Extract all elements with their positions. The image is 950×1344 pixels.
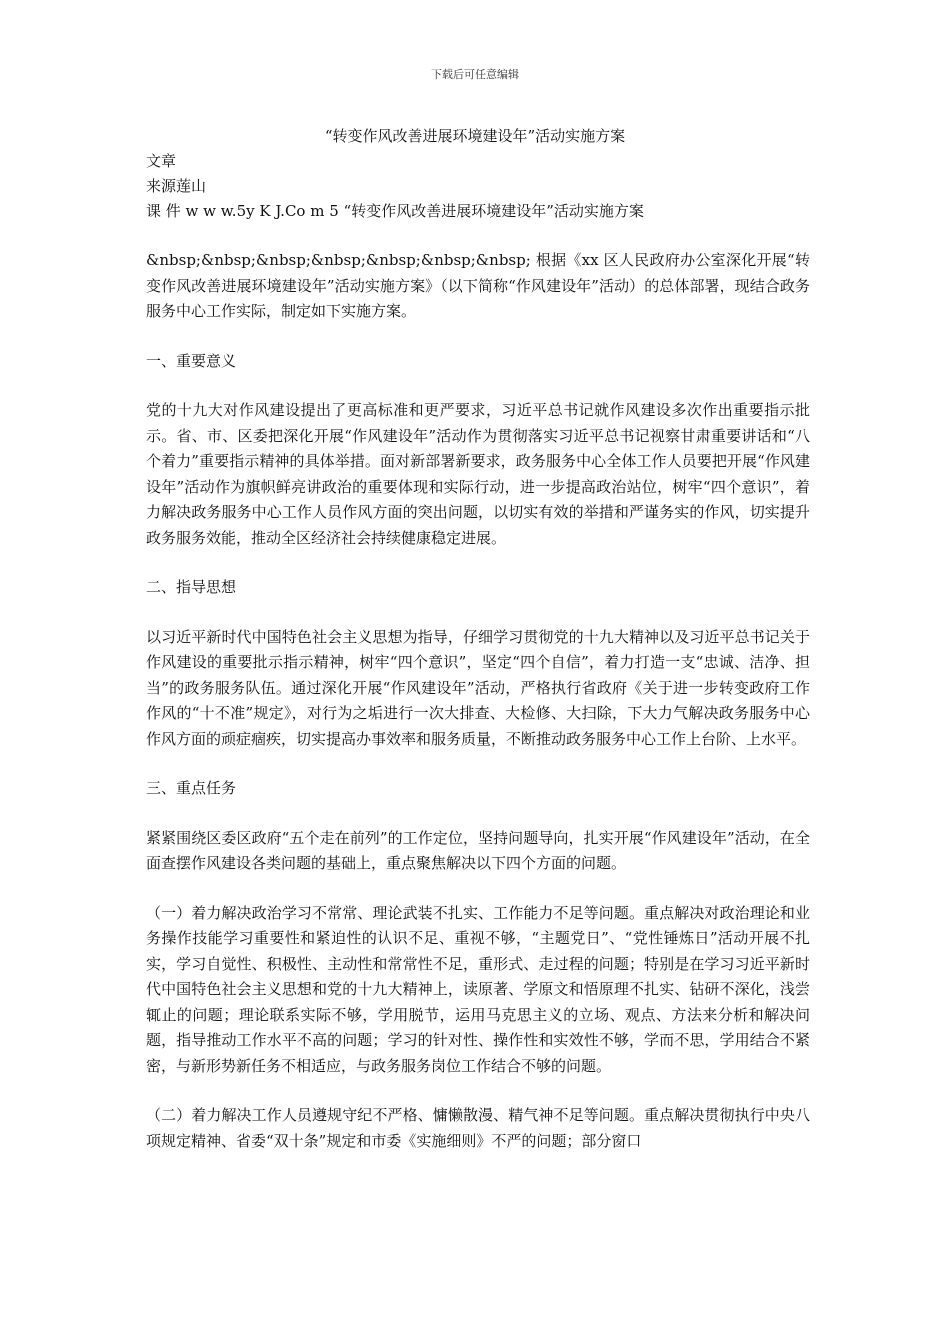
meta-line-courseware: 课 件 w w w.5y K J.Co m 5 “转变作风改善进展环境建设年”活动实施方案 — [146, 202, 644, 220]
body-paragraph: （二）着力解决工作人员遵规守纪不严格、慵懒散漫、精气神不足等问题。重点解决贯彻执行中央八项规定精神、省委“双十条”规定和市委《实施细则》不严的问题；部分窗口 — [146, 1106, 810, 1150]
section-heading-guiding-thought: 二、指导思想 — [146, 578, 237, 596]
body-paragraph: 党的十九大对作风建设提出了更高标准和更严要求，习近平总书记就作风建设多次作出重要指示批示。省、市、区委把深化开展“作风建设年”活动作为贯彻落实习近平总书记视察甘肃重要讲话和“八个着力”重要指示精神的具体举措。面对新部署新要求，政务服务中心全体工作人员要把开展“作风建设年”活动作为旗帜鲜亮讲政治的重要体现和实际行动，进一步提高政治站位，树牢“四个意识”，着力解决政务服务中心工作人员作风方面的突出问题，以切实有效的举措和严谨务实的作风，切实提升政务服务效能，推动全区经济社会持续健康稳定进展。 — [146, 401, 810, 547]
document-title: “转变作风改善进展环境建设年”活动实施方案 — [324, 127, 626, 145]
section-heading-key-tasks: 三、重点任务 — [146, 779, 237, 797]
body-paragraph: （一）着力解决政治学习不常常、理论武装不扎实、工作能力不足等问题。重点解决对政治理论和业务操作技能学习重要性和紧迫性的认识不足、重视不够，“主题党日”、“党性锤炼日”活动开展不扎实，学习自觉性、积极性、主动性和常常性不足，重形式、走过程的问题；特别是在学习习近平新时代中国特色社会主义思想和党的十九大精神上，读原著、学原文和悟原理不扎实、钻研不深化，浅尝辄止的问题；理论联系实际不够，学用脱节，运用马克思主义的立场、观点、方法来分析和解决问题，指导推动工作水平不高的问题；学习的针对性、操作性和实效性不够，学而不思，学用结合不紧密，与新形势新任务不相适应，与政务服务岗位工作结合不够的问题。 — [146, 903, 810, 1075]
meta-line-article: 文章 — [146, 152, 177, 170]
document-body — [146, 248, 810, 1178]
body-paragraph: 紧紧围绕区委区政府“五个走在前列”的工作定位，坚持问题导向，扎实开展“作风建设年”活动，在全面查摆作风建设各类问题的基础上，重点聚焦解决以下四个方面的问题。 — [146, 828, 810, 872]
meta-line-source: 来源莲山 — [146, 177, 207, 195]
intro-paragraph: &nbsp;&nbsp;&nbsp;&nbsp;&nbsp;&nbsp;&nbsp; 根据《xx 区人民政府办公室深化开展“转变作风改善进展环境建设年”活动实施方案》（以下简称“作风建设年”活动）的总体部署，现结合政务服务中心工作实际，制定如下实施方案。 — [146, 251, 810, 320]
body-paragraph: 以习近平新时代中国特色社会主义思想为指导，仔细学习贯彻党的十九大精神以及习近平总书记关于作风建设的重要批示指示精神，树牢“四个意识”，坚定“四个自信”，着力打造一支“忠诚、洁净、担当”的政务服务队伍。通过深化开展“作风建设年”活动，严格执行省政府《关于进一步转变政府工作作风的“十不准”规定》，对行为之垢进行一次大排查、大检修、大扫除，下大力气解决政务服务中心作风方面的顽症痼疾，切实提高办事效率和服务质量，不断推动政务服务中心工作上台阶、上水平。 — [146, 627, 810, 748]
header-note: 下载后可任意编辑 — [431, 68, 519, 81]
section-heading-significance: 一、重要意义 — [146, 351, 237, 370]
